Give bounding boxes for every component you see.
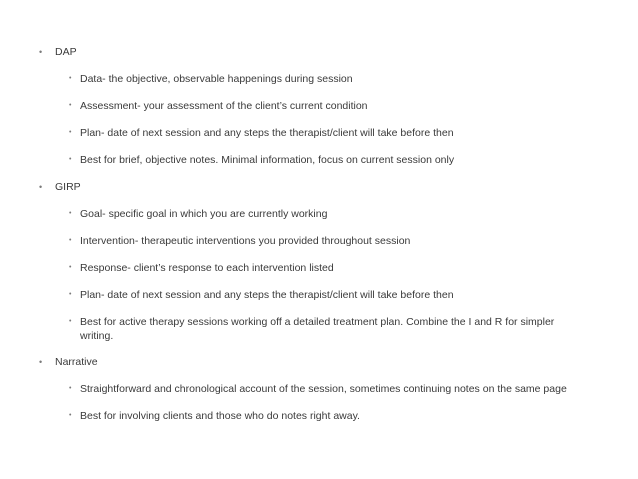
bullet-icon: •	[69, 412, 72, 419]
bullet-icon: •	[39, 182, 43, 192]
heading-text: GIRP	[55, 181, 81, 193]
list-item-text: Goal- specific goal in which you are currently working	[80, 208, 328, 220]
list-item-text: Best for brief, objective notes. Minimal information, focus on current session only	[80, 154, 455, 166]
list-item-text: Best for involving clients and those who do notes right away.	[80, 410, 360, 422]
bullet-icon: •	[69, 210, 72, 217]
list-item-text: Best for active therapy sessions working off a detailed treatment plan. Combine the I and R for simpler writing.	[80, 316, 555, 342]
bullet-icon: •	[69, 264, 72, 271]
list-item-text: Plan- date of next session and any steps the therapist/client will take before then	[80, 289, 454, 301]
heading-text: DAP	[55, 46, 77, 58]
bullet-icon: •	[69, 102, 72, 109]
list-item-text: Straightforward and chronological account of the session, sometimes continuing notes on the same page	[80, 383, 567, 395]
bullet-icon: •	[39, 357, 43, 367]
bullet-icon: •	[69, 385, 72, 392]
list-item-text: Intervention- therapeutic interventions you provided throughout session	[80, 235, 411, 247]
bullet-icon: •	[69, 129, 72, 136]
bullet-icon: •	[69, 156, 72, 163]
bullet-icon: •	[69, 237, 72, 244]
list-item-text: Plan- date of next session and any steps the therapist/client will take before then	[80, 127, 454, 139]
bullet-icon: •	[69, 75, 72, 82]
bullet-icon: •	[69, 291, 72, 298]
bullet-icon: •	[39, 47, 43, 57]
list-item-text: Assessment- your assessment of the client’s current condition	[80, 100, 368, 112]
heading-text: Narrative	[55, 356, 98, 368]
bullet-icon: •	[69, 318, 72, 325]
list-item-text: Response- client’s response to each intervention listed	[80, 262, 334, 274]
list-item-text: Data- the objective, observable happenings during session	[80, 73, 353, 85]
